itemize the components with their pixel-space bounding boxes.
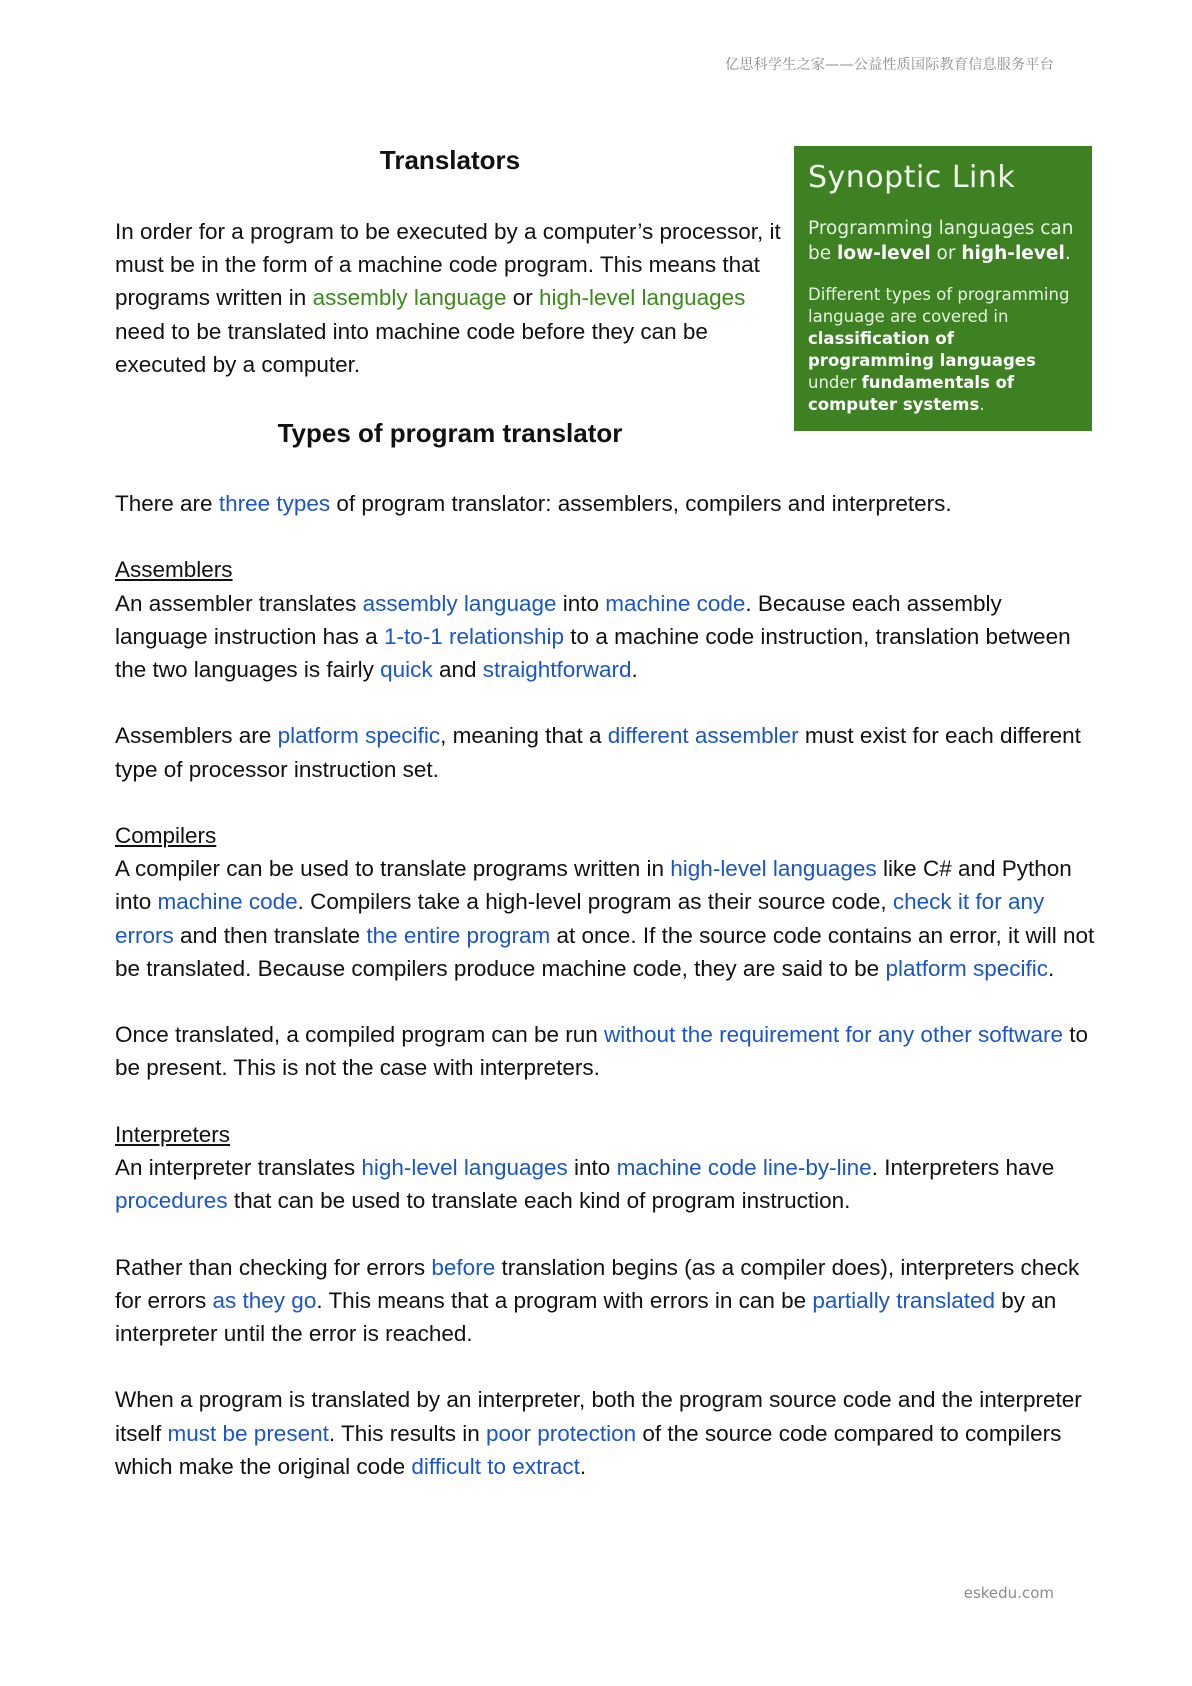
body-text: into: [567, 1154, 617, 1180]
main-content: [115, 487, 1100, 1516]
body-text: . Because each assembly language instruction has a: [115, 590, 1002, 649]
highlight: machine code line-by-line: [616, 1154, 872, 1180]
body-text: . This results in: [328, 1420, 486, 1446]
body-text: .: [579, 1453, 587, 1479]
highlight: machine code: [605, 590, 746, 616]
highlight: straightforward: [482, 657, 632, 682]
body-text: at once. If the source code contains an error, it will not be translated. Because compilers produce machine code, they are said to be: [115, 922, 1095, 981]
interpreters-paragraph: [115, 1151, 1100, 1217]
body-text: like C# and Python into: [115, 856, 1072, 915]
body-text: into: [556, 590, 606, 616]
highlight: machine code: [157, 889, 298, 915]
body-text: to be present. This is not the case with interpreters.: [115, 1022, 1089, 1081]
body-text: .: [1048, 955, 1055, 981]
highlight: the entire program: [366, 922, 551, 948]
assemblers-paragraph: [115, 587, 1100, 687]
body-text: translation begins (as a compiler does), interpreters check for errors: [115, 1254, 1080, 1313]
highlight: 1-to-1 relationship: [383, 623, 565, 649]
body-text: by an interpreter until the error is reached.: [115, 1287, 1057, 1346]
interpreters-heading: Interpreters: [115, 1121, 231, 1147]
body-text: , meaning that a: [440, 723, 608, 749]
body-text: When a program is translated by an interpreter, both the program source code and the interpreter itself: [115, 1387, 1082, 1446]
highlight: quick: [380, 657, 433, 682]
body-text: There are: [115, 491, 219, 516]
synoptic-bold: fundamentals of computer systems: [808, 373, 1015, 414]
synoptic-title: Synoptic Link: [808, 160, 1016, 195]
highlight: different assembler: [607, 723, 799, 749]
compilers-heading: Compilers: [115, 822, 217, 848]
body-text: An interpreter translates: [115, 1154, 362, 1180]
highlight: before: [431, 1254, 496, 1280]
page-header: 亿思科学生之家——公益性质国际教育信息服务平台: [725, 57, 1054, 73]
body-text: and then translate: [173, 922, 367, 948]
body-text: . This means that a program with errors in can be: [316, 1287, 813, 1313]
highlight: platform specific: [277, 723, 441, 749]
section-title: Types of program translator: [277, 418, 623, 448]
term-high-level-languages: high-level languages: [538, 285, 746, 311]
interpreters-paragraph: [115, 1251, 1100, 1351]
highlight: platform specific: [885, 955, 1049, 981]
compilers-paragraph: [115, 1018, 1100, 1084]
body-text: An assembler translates: [115, 590, 363, 616]
interpreters-paragraph: [115, 1383, 1100, 1483]
body-text: Assemblers are: [115, 723, 278, 749]
synoptic-bold: low-level: [837, 243, 931, 264]
highlight: as they go: [212, 1287, 317, 1313]
highlight: without the requirement for any other software: [604, 1022, 1064, 1048]
body-text: .: [631, 657, 638, 682]
term-assembly-language: assembly language: [312, 285, 507, 311]
page-title: Translators: [379, 145, 521, 175]
highlight: difficult to extract: [411, 1453, 580, 1479]
body-text: . Compilers take a high-level program as their source code,: [297, 889, 893, 915]
synoptic-text: .: [1064, 243, 1071, 264]
body-text: must exist for each different type of processor instruction set.: [115, 723, 1081, 782]
synoptic-paragraph: [808, 284, 1078, 416]
synoptic-text: .: [979, 395, 985, 414]
body-text: to a machine code instruction, translation between the two languages is fairly: [115, 623, 1071, 682]
types-paragraph: [115, 487, 1100, 520]
highlight: check it for any errors: [115, 889, 1045, 948]
intro-text: need to be translated into machine code before they can be executed by a computer.: [115, 318, 708, 377]
highlight: must be present: [167, 1420, 329, 1446]
highlight: three types: [218, 491, 331, 516]
synoptic-text: Different types of programming language are covered in: [808, 285, 1070, 326]
assemblers-paragraph: [115, 719, 1100, 785]
page-footer: eskedu.com: [963, 1584, 1054, 1602]
synoptic-text: or: [930, 243, 962, 264]
body-text: of program translator: assemblers, compilers and interpreters.: [330, 491, 952, 516]
body-text: Once translated, a compiled program can be run: [115, 1022, 605, 1048]
intro-text: In order for a program to be executed by a computer’s processor, it must be in the form of a machine code program. This means that programs written in: [115, 219, 781, 311]
highlight: poor protection: [486, 1420, 637, 1446]
body-text: and: [432, 657, 483, 682]
highlight: high-level languages: [361, 1154, 568, 1180]
highlight: partially translated: [812, 1287, 995, 1313]
body-text: . Interpreters have: [871, 1154, 1055, 1180]
intro-text: or: [506, 285, 539, 311]
synoptic-paragraph: [808, 216, 1078, 266]
compilers-paragraph: [115, 852, 1100, 985]
highlight: assembly language: [362, 590, 557, 616]
synoptic-link-box: [794, 146, 1092, 431]
body-text: of the source code compared to compilers which make the original code: [115, 1420, 1062, 1479]
highlight: high-level languages: [670, 856, 877, 882]
synoptic-bold: high-level: [961, 243, 1065, 264]
synoptic-text: under: [808, 373, 862, 392]
intro-paragraph: [115, 215, 795, 381]
assemblers-heading: Assemblers: [115, 557, 233, 583]
body-text: that can be used to translate each kind of program instruction.: [227, 1188, 851, 1214]
body-text: Rather than checking for errors: [115, 1254, 432, 1280]
synoptic-bold: classification of programming languages: [808, 329, 1036, 370]
body-text: A compiler can be used to translate programs written in: [115, 856, 671, 882]
synoptic-text: Programming languages can be: [808, 218, 1074, 264]
highlight: procedures: [115, 1188, 228, 1214]
